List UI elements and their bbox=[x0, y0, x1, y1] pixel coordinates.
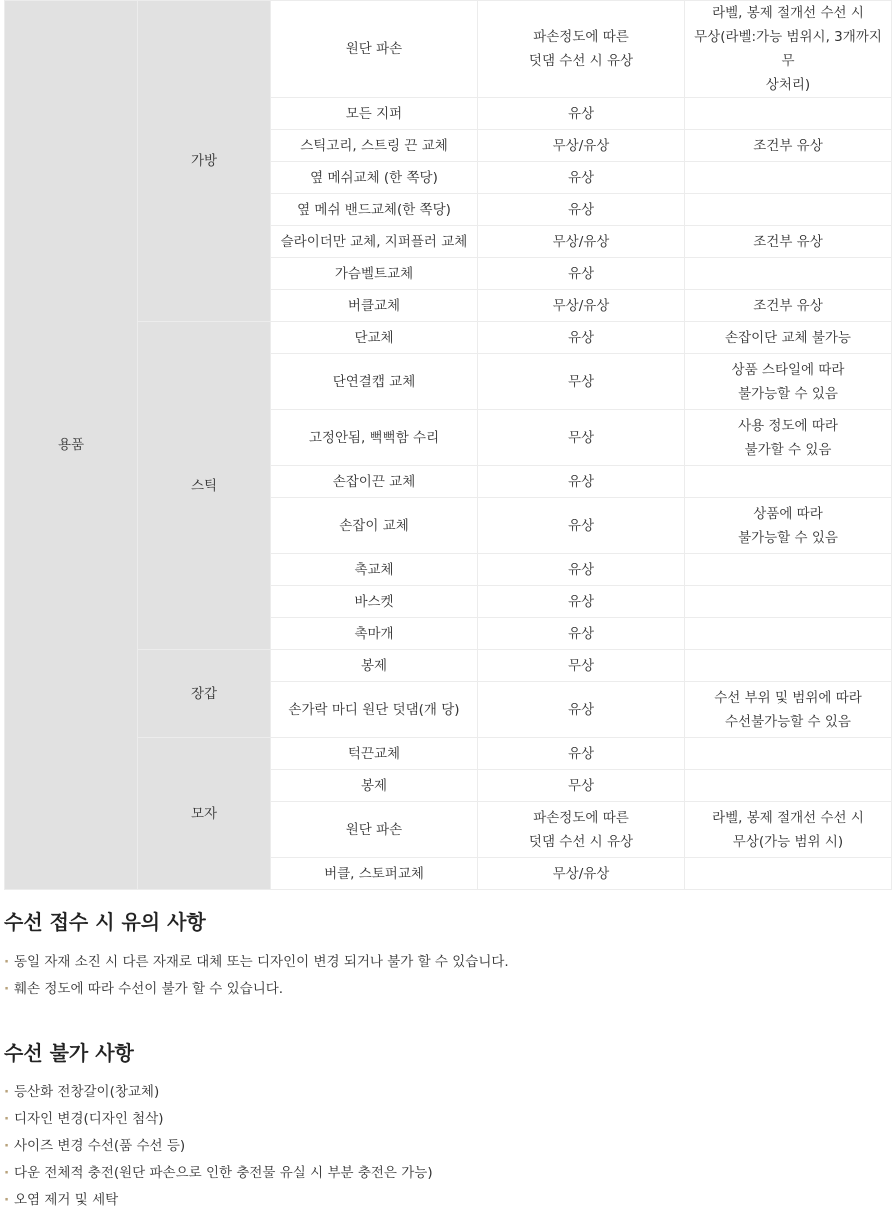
caution-title: 수선 접수 시 유의 사항 bbox=[4, 910, 206, 934]
item-cell: 원단 파손 bbox=[271, 1, 478, 98]
group-cell: 스틱 bbox=[138, 322, 271, 650]
note-cell bbox=[685, 554, 892, 586]
cost-cell: 유상 bbox=[478, 98, 685, 130]
list-item: · 오염 제거 및 세탁 bbox=[4, 1187, 433, 1214]
cost-cell: 무상 bbox=[478, 354, 685, 410]
note-cell bbox=[685, 194, 892, 226]
table-row bbox=[5, 738, 892, 770]
note-cell bbox=[685, 618, 892, 650]
cost-cell: 유상 bbox=[478, 194, 685, 226]
note-cell: 라벨, 봉제 절개선 수선 시 무상(가능 범위 시) bbox=[685, 802, 892, 858]
note-cell bbox=[685, 98, 892, 130]
group-cell: 가방 bbox=[138, 1, 271, 322]
cost-cell: 유상 bbox=[478, 322, 685, 354]
note-cell bbox=[685, 258, 892, 290]
table-row bbox=[5, 322, 892, 354]
item-cell: 단연결캡 교체 bbox=[271, 354, 478, 410]
note-cell: 손잡이단 교체 불가능 bbox=[685, 322, 892, 354]
list-item: · 등산화 전창갈이(창교체) bbox=[4, 1079, 433, 1106]
cost-cell: 무상/유상 bbox=[478, 858, 685, 890]
cost-cell: 유상 bbox=[478, 554, 685, 586]
note-cell: 라벨, 봉제 절개선 수선 시 무상(라벨:가능 범위시, 3개까지 무 상처리) bbox=[685, 1, 892, 98]
item-cell: 봉제 bbox=[271, 650, 478, 682]
list-item: · 동일 자재 소진 시 다른 자재로 대체 또는 디자인이 변경 되거나 불가 할 수 있습니다. bbox=[4, 949, 509, 976]
cost-cell: 유상 bbox=[478, 466, 685, 498]
item-cell: 바스켓 bbox=[271, 586, 478, 618]
cost-cell: 무상 bbox=[478, 410, 685, 466]
item-cell: 모든 지퍼 bbox=[271, 98, 478, 130]
note-cell bbox=[685, 162, 892, 194]
note-cell: 상품 스타일에 따라 불가능할 수 있음 bbox=[685, 354, 892, 410]
table-row bbox=[5, 1, 892, 98]
item-cell: 손잡이끈 교체 bbox=[271, 466, 478, 498]
note-cell bbox=[685, 466, 892, 498]
group-cell: 장갑 bbox=[138, 650, 271, 738]
item-cell: 촉교체 bbox=[271, 554, 478, 586]
item-cell: 봉제 bbox=[271, 770, 478, 802]
note-cell: 수선 부위 및 범위에 따라 수선불가능할 수 있음 bbox=[685, 682, 892, 738]
note-cell bbox=[685, 586, 892, 618]
list-item: · 디자인 변경(디자인 첨삭) bbox=[4, 1106, 433, 1133]
cost-cell: 파손정도에 따른 덧댐 수선 시 유상 bbox=[478, 802, 685, 858]
note-cell: 사용 정도에 따라 불가할 수 있음 bbox=[685, 410, 892, 466]
note-cell: 조건부 유상 bbox=[685, 290, 892, 322]
cost-cell: 무상 bbox=[478, 650, 685, 682]
note-cell: 상품에 따라 불가능할 수 있음 bbox=[685, 498, 892, 554]
item-cell: 단교체 bbox=[271, 322, 478, 354]
cost-cell: 파손정도에 따른 덧댐 수선 시 유상 bbox=[478, 1, 685, 98]
cost-cell: 무상/유상 bbox=[478, 290, 685, 322]
list-item: · 사이즈 변경 수선(품 수선 등) bbox=[4, 1133, 433, 1160]
cost-cell: 유상 bbox=[478, 738, 685, 770]
item-cell: 촉마개 bbox=[271, 618, 478, 650]
unavailable-list bbox=[4, 1079, 433, 1214]
item-cell: 옆 메쉬교체 (한 쪽당) bbox=[271, 162, 478, 194]
note-cell: 조건부 유상 bbox=[685, 130, 892, 162]
cost-cell: 유상 bbox=[478, 162, 685, 194]
group-cell: 모자 bbox=[138, 738, 271, 890]
cost-cell: 무상/유상 bbox=[478, 130, 685, 162]
cost-cell: 유상 bbox=[478, 258, 685, 290]
cost-cell: 유상 bbox=[478, 498, 685, 554]
cost-cell: 무상 bbox=[478, 770, 685, 802]
category-cell: 용품 bbox=[5, 1, 138, 890]
repair-table bbox=[4, 0, 892, 890]
item-cell: 옆 메쉬 밴드교체(한 쪽당) bbox=[271, 194, 478, 226]
item-cell: 손잡이 교체 bbox=[271, 498, 478, 554]
cost-cell: 유상 bbox=[478, 618, 685, 650]
table-row bbox=[5, 650, 892, 682]
item-cell: 고정안됨, 뻑뻑함 수리 bbox=[271, 410, 478, 466]
note-cell bbox=[685, 770, 892, 802]
repair-table-body bbox=[5, 1, 892, 890]
item-cell: 원단 파손 bbox=[271, 802, 478, 858]
note-cell bbox=[685, 738, 892, 770]
note-cell bbox=[685, 650, 892, 682]
item-cell: 가슴벨트교체 bbox=[271, 258, 478, 290]
cost-cell: 무상/유상 bbox=[478, 226, 685, 258]
item-cell: 버클, 스토퍼교체 bbox=[271, 858, 478, 890]
unavailable-title: 수선 불가 사항 bbox=[4, 1041, 134, 1065]
list-item: · 훼손 정도에 따라 수선이 불가 할 수 있습니다. bbox=[4, 976, 509, 1003]
item-cell: 슬라이더만 교체, 지퍼플러 교체 bbox=[271, 226, 478, 258]
item-cell: 스틱고리, 스트링 끈 교체 bbox=[271, 130, 478, 162]
cost-cell: 유상 bbox=[478, 682, 685, 738]
item-cell: 턱끈교체 bbox=[271, 738, 478, 770]
list-item: · 다운 전체적 충전(원단 파손으로 인한 충전물 유실 시 부분 충전은 가능) bbox=[4, 1160, 433, 1187]
item-cell: 손가락 마디 원단 덧댐(개 당) bbox=[271, 682, 478, 738]
cost-cell: 유상 bbox=[478, 586, 685, 618]
item-cell: 버클교체 bbox=[271, 290, 478, 322]
note-cell bbox=[685, 858, 892, 890]
note-cell: 조건부 유상 bbox=[685, 226, 892, 258]
caution-list bbox=[4, 949, 509, 1003]
